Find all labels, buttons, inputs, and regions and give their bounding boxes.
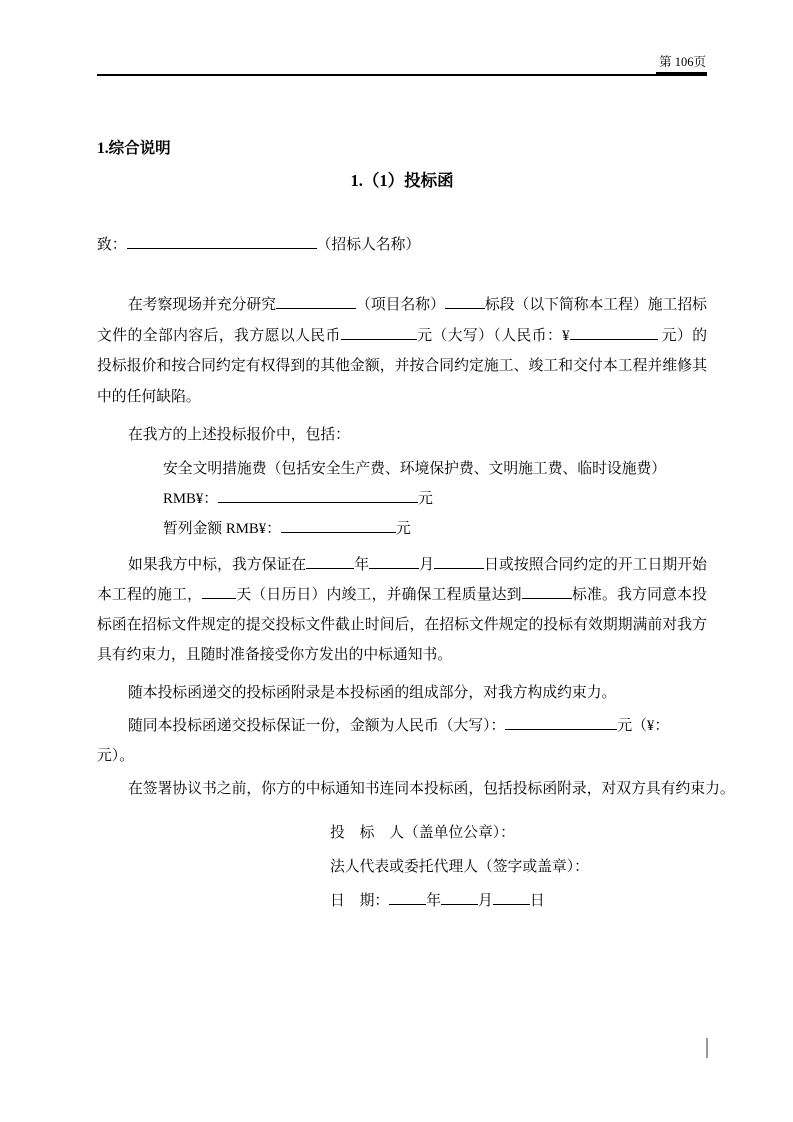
text-run: 暂列金额 RMB¥： xyxy=(163,521,281,537)
blank-underline xyxy=(127,235,317,249)
blank-underline xyxy=(434,555,484,569)
paragraph-award-commitment xyxy=(97,550,707,670)
text-run: 月 xyxy=(478,893,493,909)
text-run: 随同本投标函递交投标保证一份，金额为人民币（大写）： xyxy=(128,718,506,734)
paragraph-include: 在我方的上述投标报价中，包括： xyxy=(128,427,350,443)
blank-underline xyxy=(341,326,417,340)
text-run: 年 xyxy=(426,893,442,909)
signature-representative-line: 法人代表或委托代理人（签字或盖章）： xyxy=(330,859,589,875)
blank-underline xyxy=(389,891,426,905)
text-run: 天（日历日）内竣工，并确保工程质量达到 xyxy=(236,587,522,603)
text-run: 致： xyxy=(97,237,127,253)
blank-underline xyxy=(281,519,396,533)
page-content xyxy=(97,0,735,918)
paragraph-offer xyxy=(97,290,707,412)
page-number: 第 106页 xyxy=(656,54,707,74)
paragraph-binding: 在签署协议书之前，你方的中标通知书连同本投标函，包括投标函附录，对双方具有约束力。 xyxy=(128,781,735,797)
text-run: 日 期： xyxy=(330,893,390,909)
blank-underline xyxy=(276,295,356,309)
section-heading: 1.综合说明 xyxy=(97,140,171,157)
text-run: 年 xyxy=(354,557,370,573)
text-run: （项目名称） xyxy=(356,297,445,313)
text-run: 标准。我方同意本投标函在招标文件规定的提交投标文件截止时间后，在招标文件规定的投标有效期期满前对我方具有约束力，且随时准备接受你方发出的中标通知书。 xyxy=(97,587,707,663)
signature-date-line xyxy=(330,884,707,918)
signature-block xyxy=(330,816,707,918)
blank-underline xyxy=(441,891,478,905)
signature-bidder-line: 投 标 人（盖单位公章）： xyxy=(330,825,515,841)
text-run: 日或按照合同约定的开工日期开始本工程的施工， xyxy=(97,557,707,603)
text-run: 日 xyxy=(529,893,545,909)
paragraph-safety-fee: 安全文明措施费（包括安全生产费、环境保护费、文明施工费、临时设施费） xyxy=(163,461,667,477)
text-run: 月 xyxy=(419,557,435,573)
blank-underline xyxy=(202,585,236,599)
text-run: 元 xyxy=(418,491,433,507)
page-header xyxy=(97,0,707,76)
text-cursor-mark xyxy=(706,1038,708,1058)
text-run: RMB¥： xyxy=(163,491,219,507)
text-run: 如果我方中标，我方保证在 xyxy=(128,557,307,573)
text-run: 元）。 xyxy=(97,748,134,764)
blank-underline xyxy=(218,489,418,503)
blank-underline xyxy=(522,585,572,599)
text-run: 元）的投标报价和按合同约定有权得到的其他金额，并按合同约定施工、竣工和交付本工程并维修其中的任何缺陷。 xyxy=(97,327,708,405)
paragraph-provisional-amount xyxy=(97,514,707,544)
blank-underline xyxy=(369,555,419,569)
document-title: 1.（1）投标函 xyxy=(350,171,454,190)
text-run: （招标人名称） xyxy=(316,237,421,253)
text-run: 元（大写）（人民币：¥ xyxy=(416,327,570,344)
paragraph-rmb-amount xyxy=(97,484,707,514)
paragraph-bid-bond xyxy=(97,711,707,771)
paragraph-appendix: 随本投标函递交的投标函附录是本投标函的组成部分，对我方构成约束力。 xyxy=(128,685,617,701)
blank-underline xyxy=(445,295,485,309)
text-run: 在考察现场并充分研究 xyxy=(128,297,277,313)
text-run: 元（¥： xyxy=(617,718,670,734)
text-run: 元 xyxy=(395,521,411,537)
salutation-line xyxy=(97,230,707,260)
blank-underline xyxy=(493,891,530,905)
blank-underline xyxy=(306,555,354,569)
text-run: 标段（以下简称本工程）施工招标文件的全部内容后，我方愿以人民币 xyxy=(97,297,707,344)
blank-underline xyxy=(505,716,617,730)
blank-underline xyxy=(570,326,658,340)
